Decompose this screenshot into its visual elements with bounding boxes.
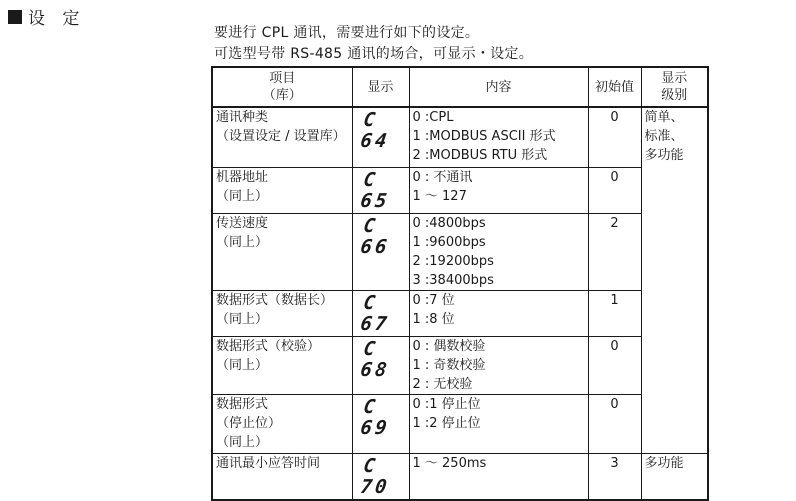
item-scope: （设置设定 / 设置库）	[216, 129, 346, 144]
item-cell	[212, 290, 352, 336]
item-scope: （同上）	[216, 357, 269, 373]
item-cell	[212, 213, 352, 290]
content-option: 0 : 不通讯	[412, 169, 473, 185]
content-option: 3 :38400bps	[412, 272, 494, 288]
item-name: 机器地址	[216, 169, 269, 185]
item-cell	[212, 336, 352, 394]
content-option: 0 :1 停止位	[412, 396, 481, 412]
content-cell	[409, 107, 588, 167]
initial-cell: 0	[588, 336, 641, 394]
item-name: 通讯种类	[216, 110, 269, 125]
content-option: 0 :4800bps	[412, 215, 486, 231]
content-option: 0 :7 位	[412, 292, 455, 308]
display-cell	[352, 336, 409, 394]
header-level-line2: 级别	[661, 88, 688, 103]
item-name: 数据形式（校验）	[216, 338, 321, 354]
item-scope: （同上）	[216, 234, 269, 250]
segment-code: C 64	[358, 109, 391, 152]
table-row	[212, 107, 708, 167]
item-name: 数据形式（数据长）	[216, 292, 334, 308]
segment-code: C 66	[358, 214, 391, 258]
segment-code: C 68	[358, 337, 391, 381]
initial-cell: 1	[588, 290, 641, 336]
content-cell	[409, 290, 588, 336]
level-simple: 简单、	[644, 110, 684, 125]
table-header-row	[212, 67, 708, 107]
level-cell-last: 多功能	[641, 453, 708, 500]
item-scope: （同上）	[216, 188, 269, 204]
content-option: 1 〜 250ms	[412, 455, 487, 471]
header-initial: 初始值	[588, 67, 641, 107]
content-option: 2 :19200bps	[412, 253, 494, 269]
level-cell	[641, 107, 708, 453]
item-cell	[212, 167, 352, 213]
section-heading	[8, 4, 85, 29]
table-row	[212, 453, 708, 500]
table-row	[212, 336, 708, 394]
display-cell	[352, 394, 409, 453]
header-content: 内容	[409, 67, 588, 107]
initial-cell: 0	[588, 167, 641, 213]
initial-cell: 0	[588, 394, 641, 453]
item-name: 通讯最小应答时间	[216, 455, 321, 471]
initial-cell: 2	[588, 213, 641, 290]
initial-cell: 0	[588, 107, 641, 167]
header-item-line2: （库）	[262, 88, 302, 103]
content-cell	[409, 453, 588, 500]
table-row	[212, 290, 708, 336]
level-multi: 多功能	[644, 148, 684, 163]
item-cell	[212, 107, 352, 167]
table-row	[212, 167, 708, 213]
segment-code: C 67	[358, 291, 391, 335]
display-cell	[352, 213, 409, 290]
item-scope: （同上）	[216, 311, 269, 327]
item-name: 传送速度	[216, 215, 269, 231]
square-bullet-icon	[8, 10, 22, 24]
initial-cell: 3	[588, 453, 641, 500]
content-option: 1 :9600bps	[412, 234, 486, 250]
header-item	[212, 67, 352, 107]
content-option: 0 : 偶数校验	[412, 338, 486, 354]
table-row	[212, 394, 708, 453]
item-scope: （同上）	[216, 434, 269, 450]
header-level	[641, 67, 708, 107]
intro-line-2: 可选型号带 RS-485 通讯的场合，可显示・设定。	[214, 46, 534, 62]
content-cell	[409, 167, 588, 213]
header-display: 显示	[352, 67, 409, 107]
display-cell	[352, 290, 409, 336]
header-level-line1: 显示	[661, 71, 688, 86]
content-option: 2 : 无校验	[412, 376, 473, 392]
table-row	[212, 213, 708, 290]
section-title: 设 定	[28, 9, 86, 29]
display-cell	[352, 107, 409, 167]
header-item-line1: 项目	[269, 71, 296, 86]
level-standard: 标准、	[644, 129, 684, 144]
item-name: 数据形式	[216, 396, 269, 412]
segment-code: C 69	[358, 395, 391, 439]
segment-code: C 70	[358, 454, 391, 498]
item-cell	[212, 394, 352, 453]
content-cell	[409, 394, 588, 453]
content-option: 1 :MODBUS ASCII 形式	[412, 129, 556, 144]
content-option: 1 :2 停止位	[412, 415, 481, 431]
content-option: 2 :MODBUS RTU 形式	[412, 148, 548, 163]
settings-table	[211, 66, 709, 501]
segment-code: C 65	[358, 168, 391, 212]
intro-line-1: 要进行 CPL 通讯，需要进行如下的设定。	[214, 25, 480, 41]
display-cell	[352, 167, 409, 213]
content-cell	[409, 213, 588, 290]
content-cell	[409, 336, 588, 394]
content-option: 1 〜 127	[412, 188, 467, 204]
item-cell	[212, 453, 352, 500]
content-option: 1 : 奇数校验	[412, 357, 486, 373]
item-sub: （停止位）	[216, 415, 282, 431]
content-option: 1 :8 位	[412, 311, 455, 327]
content-option: 0 :CPL	[412, 110, 454, 125]
display-cell	[352, 453, 409, 500]
